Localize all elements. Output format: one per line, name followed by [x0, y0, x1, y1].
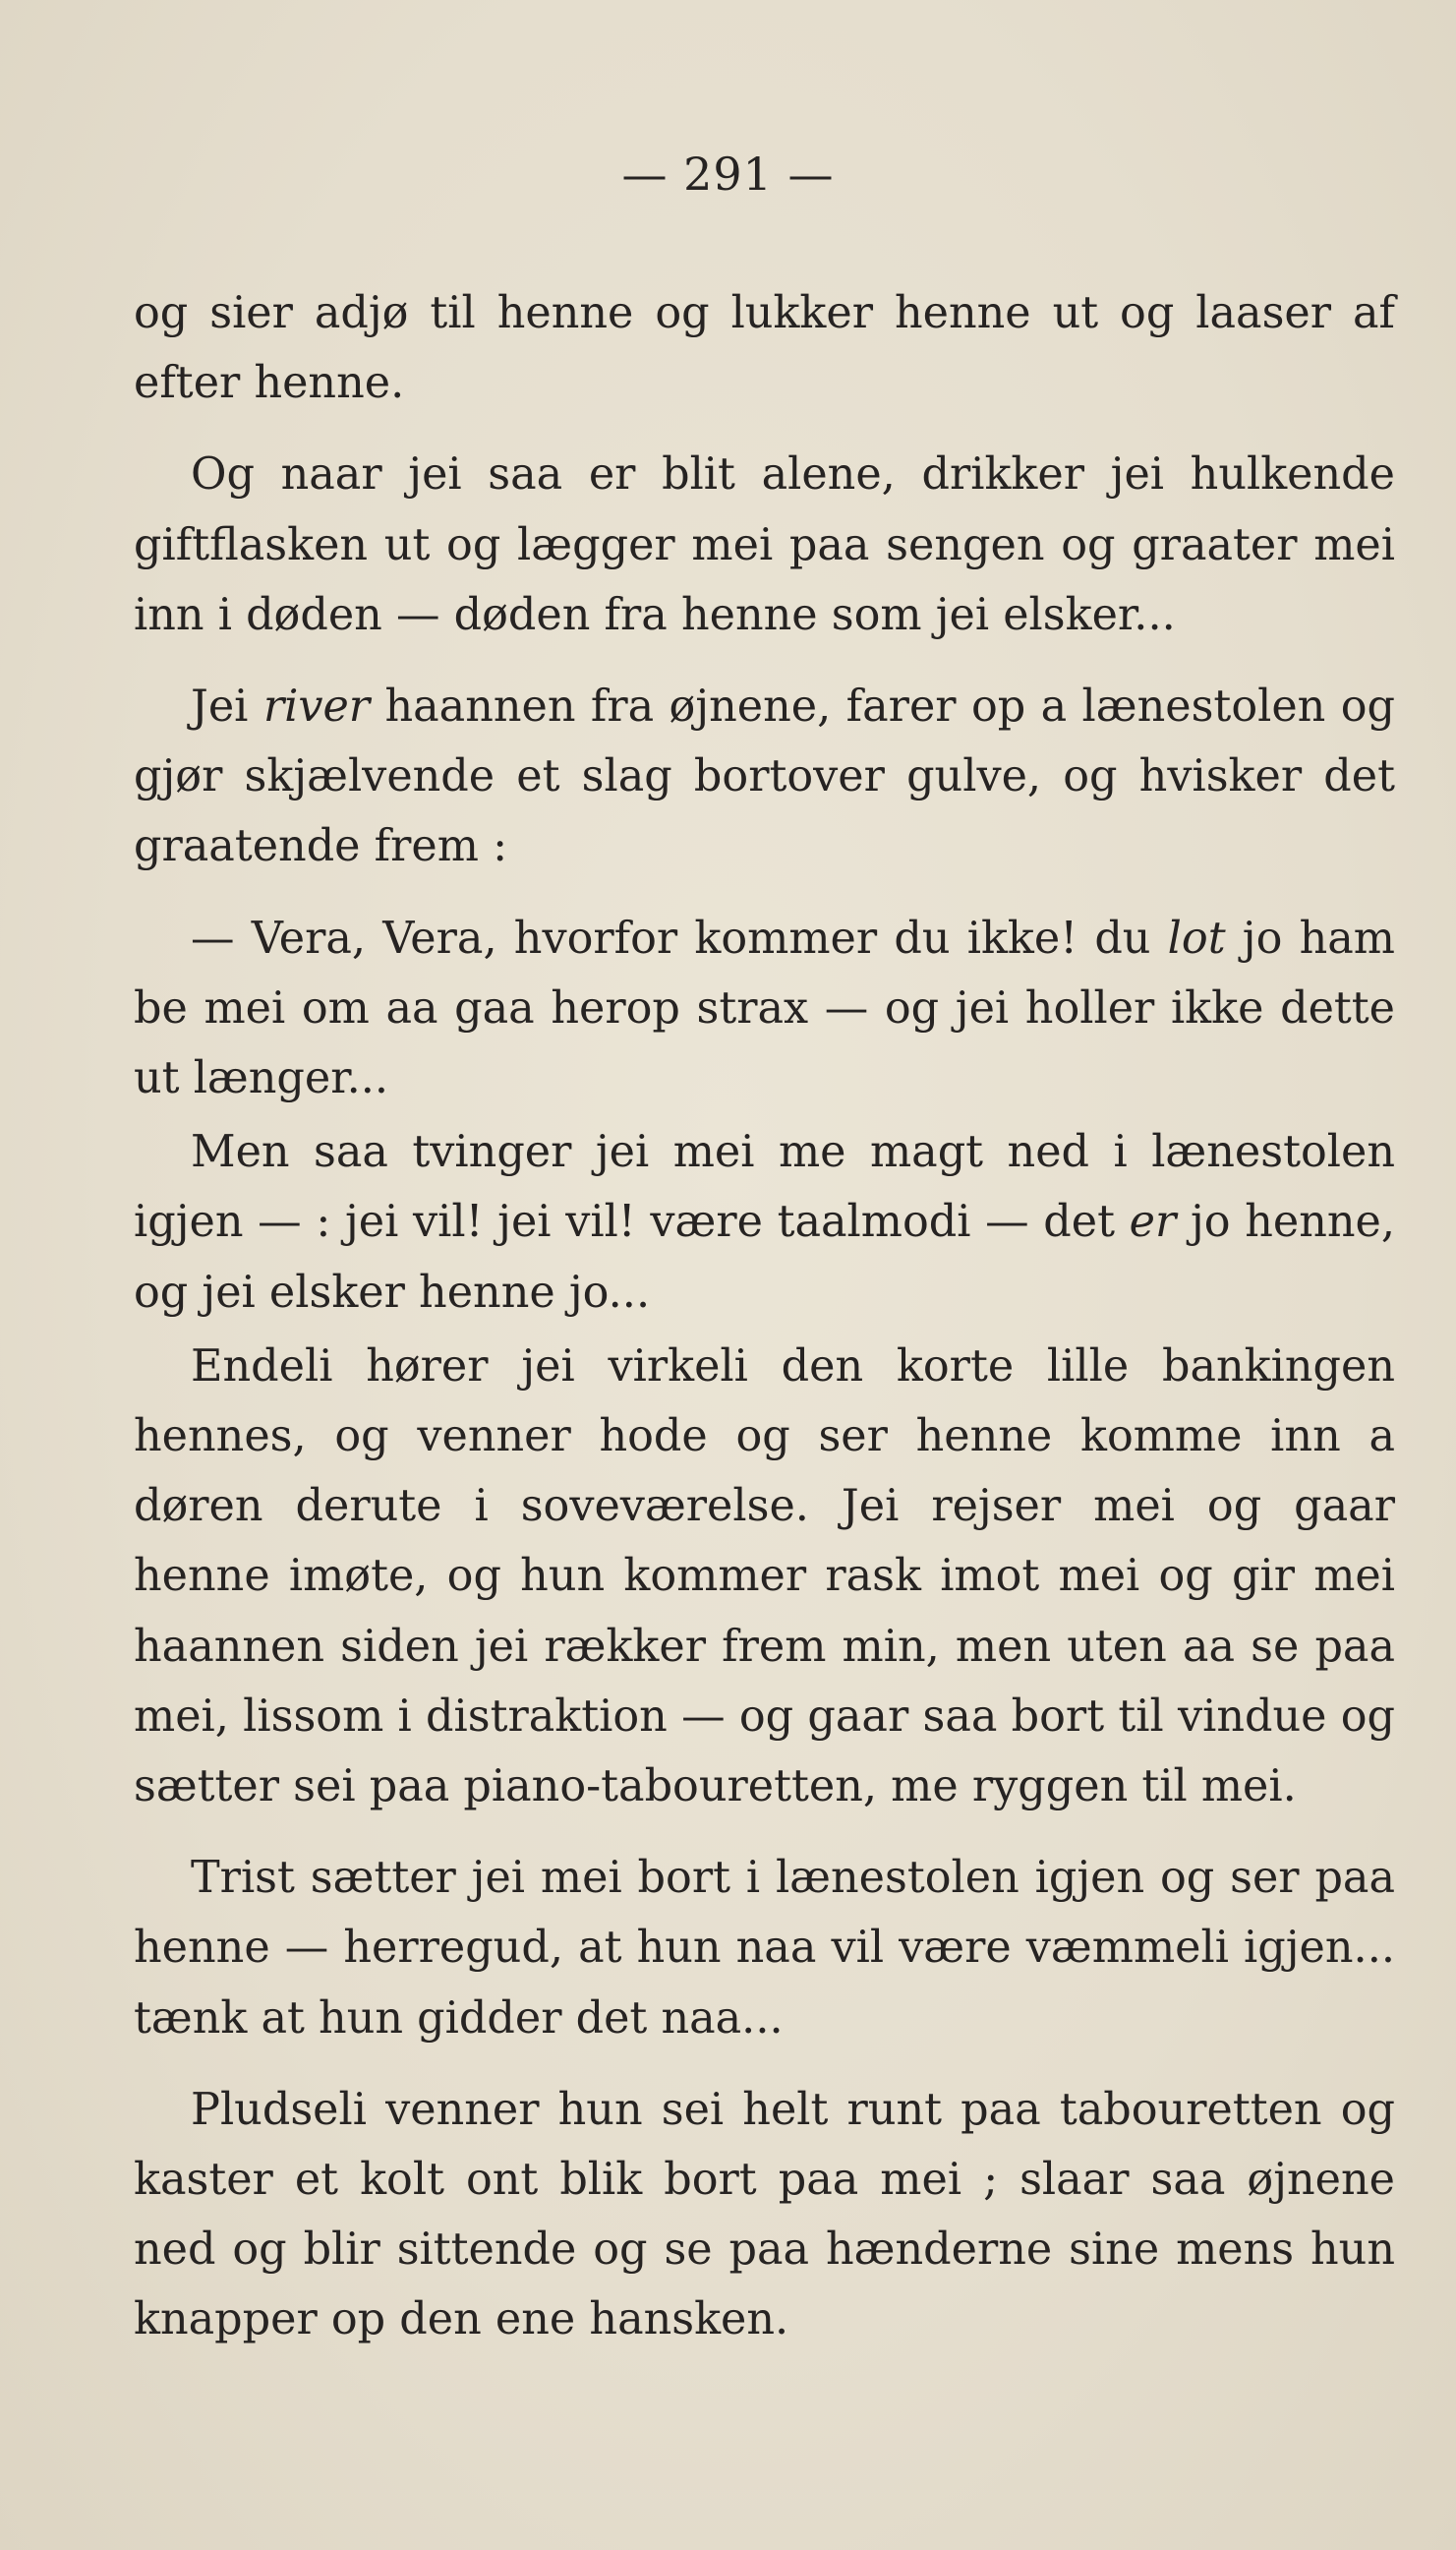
paragraph-4-text-a: — Vera, Vera, hvorfor kommer du ikke! du — [191, 913, 1168, 964]
paragraph-3-emphasis: river — [262, 682, 371, 733]
paragraph-5-emphasis: er — [1129, 1197, 1177, 1248]
paragraph-6: Endeli hører jei virkeli den korte lille bankingen hennes, og venner hode og ser henne komme inn a døren derute i soveværelse. Jei rejser mei og gaar henne imøte, og hun kommer rask imot mei og gir mei haannen siden jei rækker frem min, men uten aa se paa mei, lissom i distraktion — og gaar saa bort til vindue og sætter sei paa piano-tabouretten, me ryggen til mei. — [134, 1340, 1395, 1812]
paragraph-3-text-b: haannen fra øjnene, farer op a lænestolen og gjør skjælvende et slag bortover gulve, og hvisker det graatende frem : — [134, 682, 1396, 872]
paragraph-5-text-a: Men saa tvinger jei mei me magt ned i lænestolen igjen — : jei vil! jei vil! være taalmodi — det — [134, 1127, 1395, 1248]
paragraph-5 — [134, 1117, 1395, 1328]
paragraph-8: Pludseli venner hun sei helt runt paa tabouretten og kaster et kolt ont blik bort paa mei ; slaar saa øjnene ned og blir sittende og se paa hænderne sine mens hun knapper op den ene hansken. — [134, 2084, 1395, 2345]
paragraph-2: Og naar jei saa er blit alene, drikker jei hulkende giftflasken ut og lægger mei paa sengen og graater mei inn i døden — døden fra henne som jei elsker... — [134, 449, 1395, 640]
paragraph-4-emphasis: lot — [1167, 913, 1226, 964]
paragraph-4-text-b: jo ham be mei om aa gaa herop strax — og jei holler ikke dette ut længer... — [134, 913, 1395, 1104]
page-number: — 291 — — [621, 148, 835, 201]
body-text — [134, 278, 1395, 2355]
paragraph-4 — [134, 904, 1395, 1114]
paragraph-3-text-a: Jei — [191, 682, 263, 733]
paragraph-5-text-b: jo henne, og jei elsker henne jo... — [134, 1197, 1395, 1318]
paragraph-7: Trist sætter jei mei bort i lænestolen igjen og ser paa henne — herregud, at hun naa vil være væmmeli igjen... tænk at hun gidder det naa... — [134, 1853, 1395, 2044]
paragraph-1: og sier adjø til henne og lukker henne ut og laaser af efter henne. — [134, 288, 1395, 409]
paragraph-3 — [134, 672, 1395, 882]
